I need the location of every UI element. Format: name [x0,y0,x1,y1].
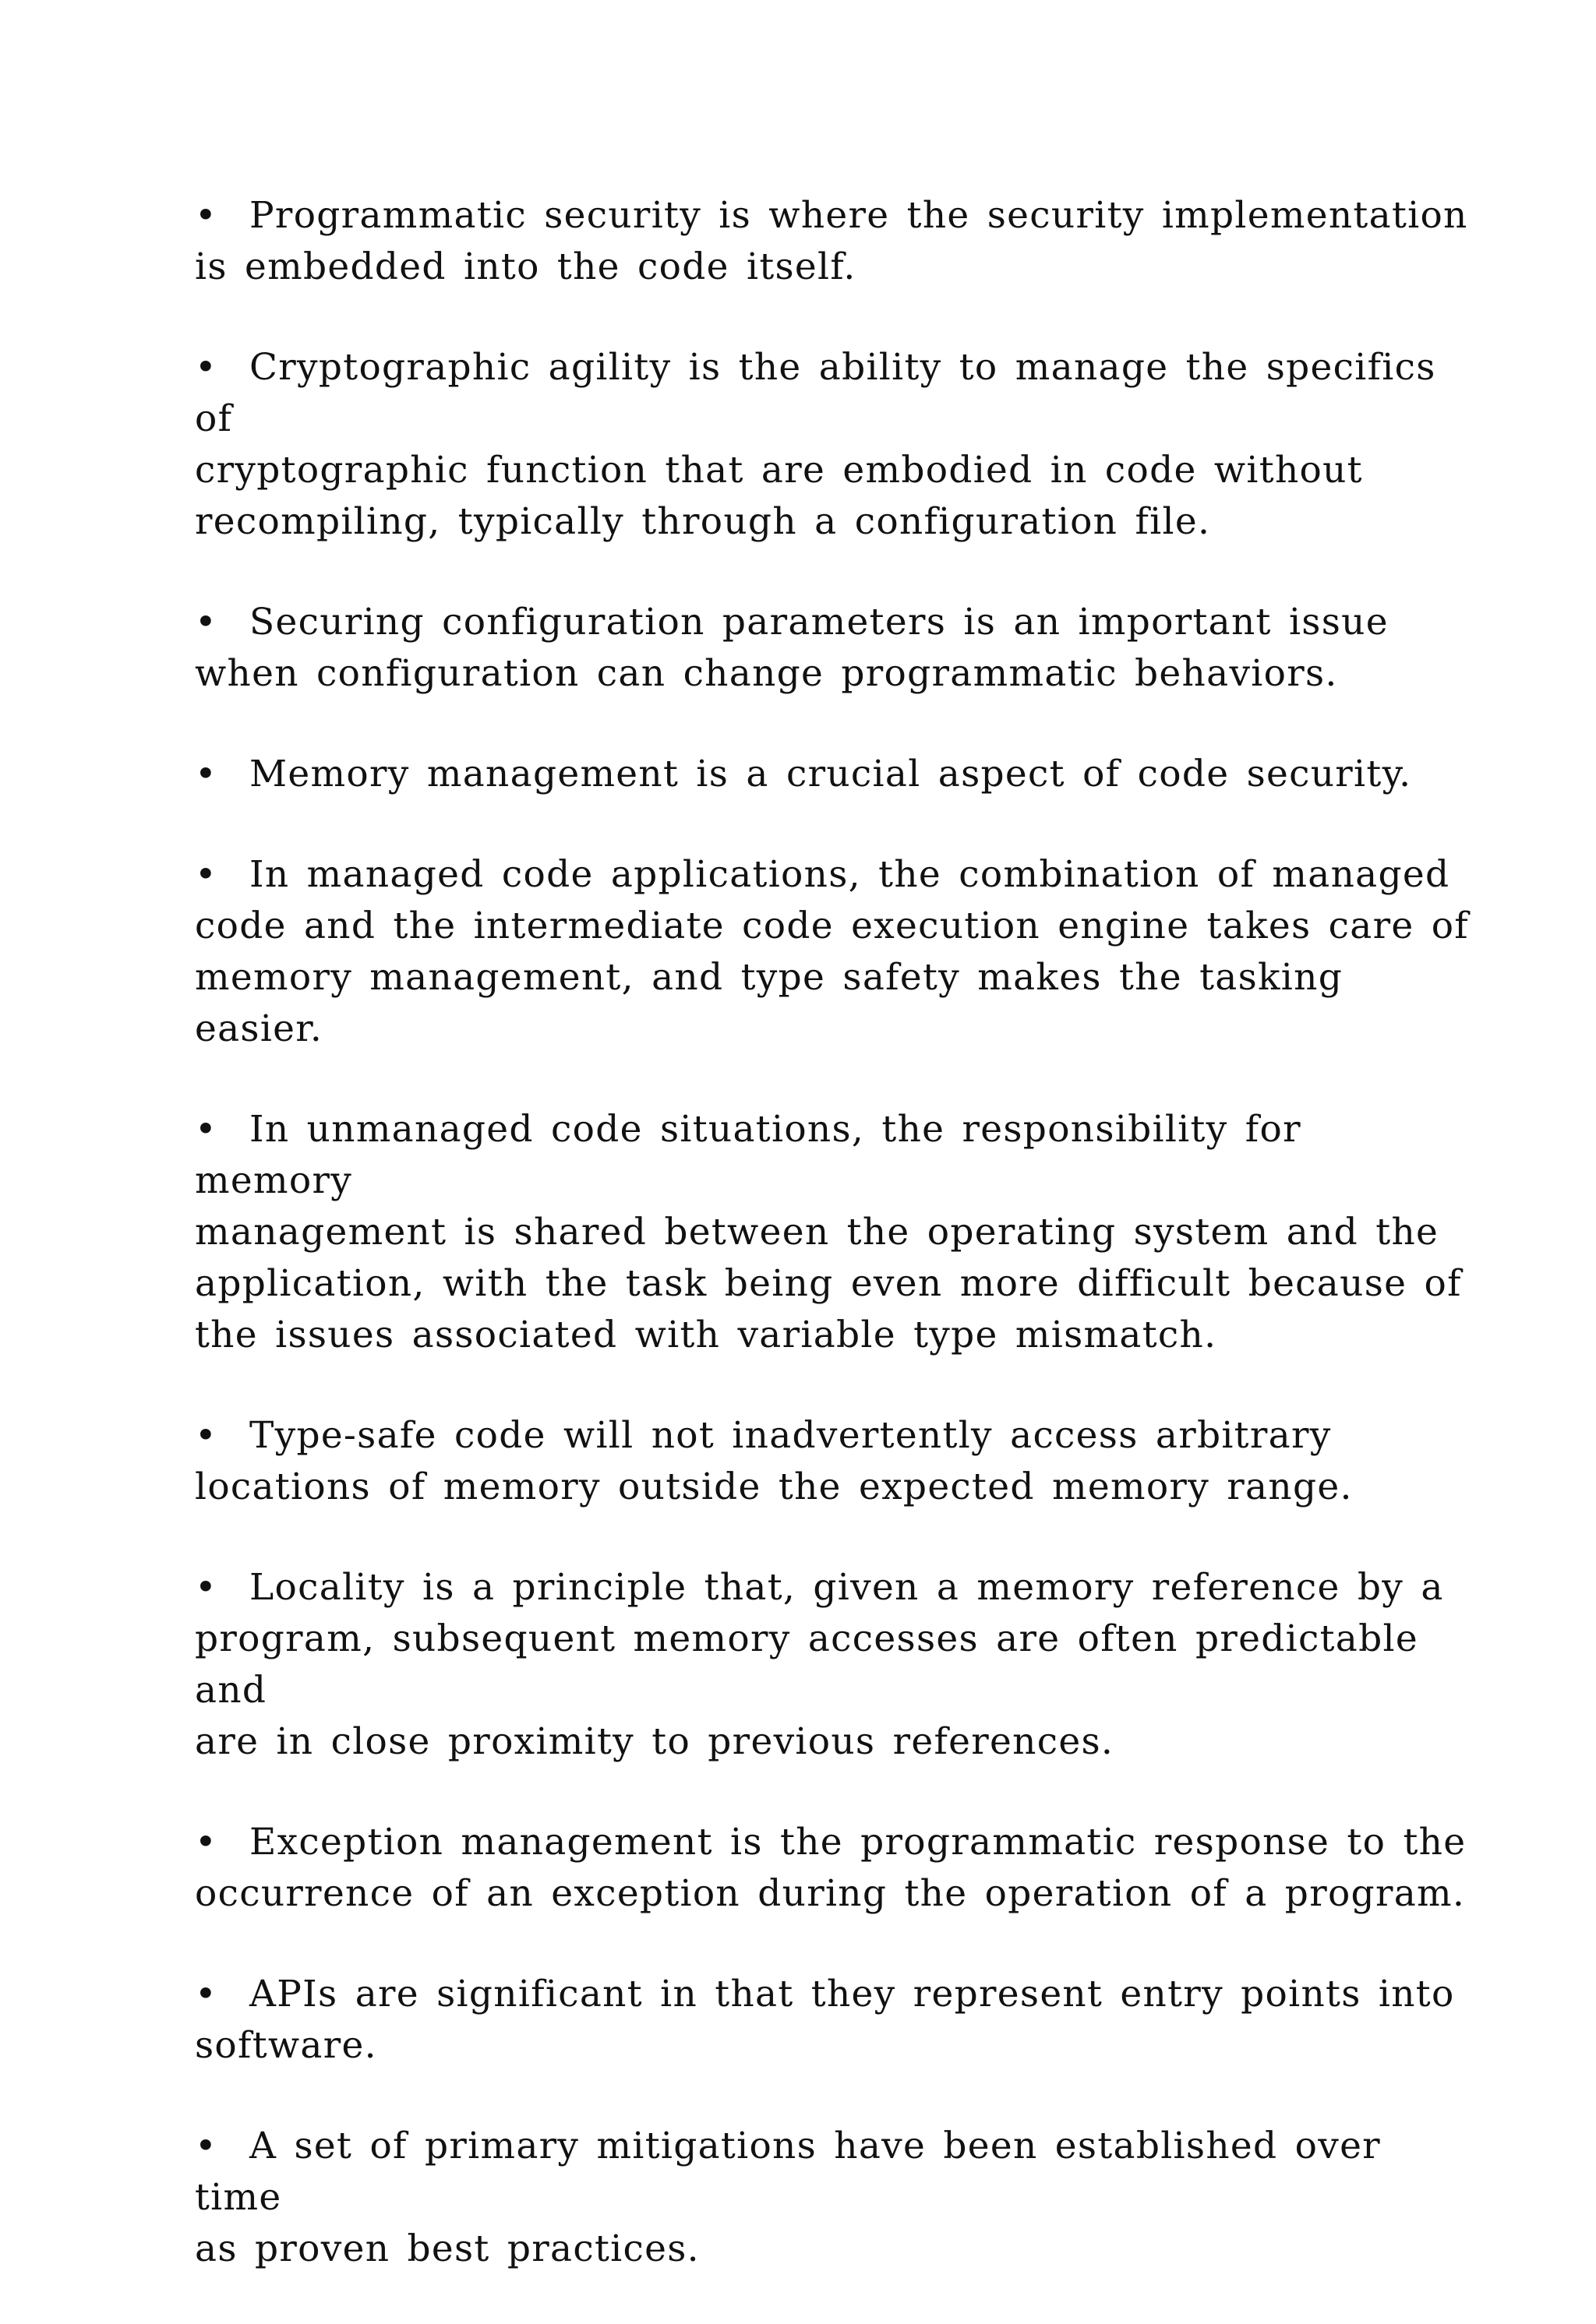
bullet-icon: • [195,1821,218,1864]
list-item-text: Type-safe code will not inadvertently access arbitrary locations of memory outside the expected memory range. [195,1414,1353,1508]
list-item-text: Programmatic security is where the security implementation is embedded into the code itself. [195,194,1468,288]
list-item-text: In unmanaged code situations, the responsibility for memory management is shared between the operating system and the application, with the task being even more difficult because of the issues associated with variable type mismatch. [195,1108,1462,1356]
bullet-icon: • [195,2125,218,2167]
bullet-icon: • [195,1108,218,1151]
list-item-text: A set of primary mitigations have been established over time as proven best practices. [195,2125,1381,2270]
list-item [195,190,1473,293]
bullet-icon: • [195,753,218,795]
list-item [195,2121,1473,2275]
list-item-text: Securing configuration parameters is an important issue when configuration can change programmatic behaviors. [195,601,1389,695]
list-item [195,1562,1473,1768]
list-item [195,1817,1473,1920]
bullet-icon: • [195,601,218,644]
list-item-text: Locality is a principle that, given a memory reference by a program, subsequent memory accesses are often predictable and are in close proximity to previous references. [195,1566,1444,1763]
list-item [195,1104,1473,1361]
bullet-list [195,190,1473,2324]
list-item-text: Memory management is a crucial aspect of code security. [249,753,1412,795]
list-item-text: In managed code applications, the combination of managed code and the intermediate code execution engine takes care of memory management, and type safety makes the tasking easier. [195,853,1469,1050]
list-item [195,1410,1473,1513]
list-item [195,749,1473,800]
list-item-text: Exception management is the programmatic response to the occurrence of an exception during the operation of a program. [195,1821,1467,1915]
bullet-icon: • [195,1566,218,1609]
bullet-icon: • [195,1973,218,2015]
list-item-text: APIs are significant in that they represent entry points into software. [195,1973,1455,2067]
list-item-text: Cryptographic agility is the ability to manage the specifics of cryptographic function that are embodied in code without recompiling, typically through a configuration file. [195,346,1436,543]
bullet-icon: • [195,853,218,896]
bullet-icon: • [195,194,218,237]
list-item [195,597,1473,700]
bullet-icon: • [195,1414,218,1457]
list-item [195,849,1473,1055]
list-item [195,1969,1473,2072]
bullet-icon: • [195,346,218,389]
list-item [195,342,1473,548]
